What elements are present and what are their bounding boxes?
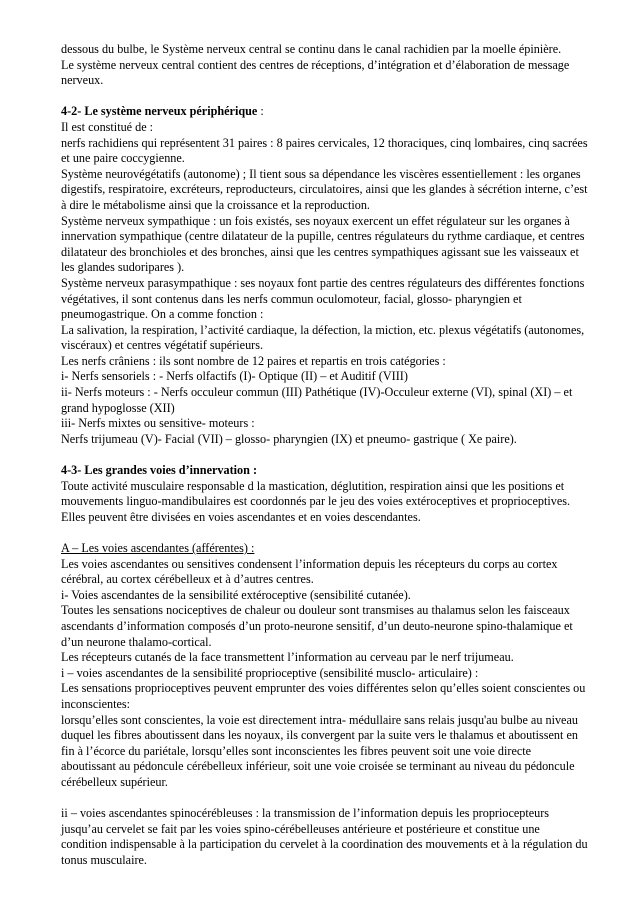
subsection-heading-a: A – Les voies ascendantes (afférentes) : xyxy=(61,541,255,555)
paragraph: Nerfs trijumeau (V)- Facial (VII) – glosso- pharyngien (IX) et pneumo- gastrique ( Xe paire). xyxy=(61,431,517,446)
paragraph: Toutes les sensations nociceptives de chaleur ou douleur sont transmises au thalamus selon les faisceaux ascendants d’information composés d’un proto-neurone sensitif, d’un deuto-neurone spino-thalamique et d’un neurone thalamo-cortical. xyxy=(61,603,573,649)
paragraph: iii- Nerfs mixtes ou sensitive- moteurs : xyxy=(61,416,255,431)
paragraph: Les sensations proprioceptives peuvent emprunter des voies différentes selon qu’elles soient conscientes ou inconscientes: xyxy=(61,681,586,711)
paragraph: Système nerveux sympathique : un fois existés, ses noyaux exercent un effet régulateur sur les organes à innervation sympathique (centre dilatateur de la pupille, centres régulateurs du rythme cardiaque, et centres dilatateur des bronchioles et des bronches, ainsi que les centres sympathiques agissant sue les vaisseaux et les glandes sudoripares ). xyxy=(61,213,585,275)
paragraph: Système neurovégétatifs (autonome) ; Il tient sous sa dépendance les viscères essentiellement : les organes digestifs, respiratoire, excréteurs, reproducteurs, circulatoires, ainsi que les glandes à sécrétion interne, c’est à dire le métabolisme ainsi que la croissance et la reproduction. xyxy=(61,166,588,212)
paragraph: ii – voies ascendantes spinocérébleuses : la transmission de l’information depuis les propriocepteurs jusqu’au cervelet se fait par les voies spino-cérébelleuses antérieure et postérieure et constitue une condition indispensable à la participation du cervelet à la coordination des mouvements et à la régulation du tonus musculaire. xyxy=(61,806,588,867)
paragraph: lorsqu’elles sont conscientes, la voie est directement intra- médullaire sans relais jusqu'au bulbe au niveau duquel les fibres aboutissent dans les noyaux, ils convergent par la suite vers le thalamus et aboutissent en fin à l’écorce du pariétale, lorsqu’elles sont inconscientes les fibres peuvent soit une voie directe aboutissant au pédoncule cérébelleux inférieur, soit une voie croisée se terminant au niveau du pédoncule cérébelleux supérieur. xyxy=(61,712,578,789)
paragraph: Les récepteurs cutanés de la face transmettent l’information au cerveau par le nerf trijumeau. xyxy=(61,650,514,665)
paragraph: i- Nerfs sensoriels : - Nerfs olfactifs (I)- Optique (II) – et Auditif (VIII) xyxy=(61,369,408,384)
paragraph: Les nerfs crâniens : ils sont nombre de 12 paires et repartis en trois catégories : xyxy=(61,353,446,368)
paragraph: nerfs rachidiens qui représentent 31 paires : 8 paires cervicales, 12 thoraciques, cinq lombaires, cinq sacrées et une paire coccygienne. xyxy=(61,135,588,166)
paragraph: Le système nerveux central contient des centres de réceptions, d’intégration et d’élaboration de message nerveux. xyxy=(61,57,570,88)
paragraph: i- Voies ascendantes de la sensibilité extéroceptive (sensibilité cutanée). xyxy=(61,587,411,602)
heading-text: 4-2- Le système nerveux périphérique xyxy=(61,104,258,119)
paragraph: Les voies ascendantes ou sensitives condensent l’information depuis les récepteurs du corps au cortex cérébral, au cortex cérébelleux et à d’autres centres. xyxy=(61,556,558,587)
paragraph: Système nerveux parasympathique : ses noyaux font partie des centres régulateurs des différentes fonctions végétatives, il sont contenus dans les nerfs commun oculomoteur, facial, glosso- pharyngien et pneumogastrique. On a comme fonction : xyxy=(61,275,585,322)
paragraph: ii- Nerfs moteurs : - Nerfs occuleur commun (III) Pathétique (IV)-Occuleur externe (VI), spinal (XI) – et grand hypoglosse (XII) xyxy=(61,385,573,415)
heading-suffix: : xyxy=(257,104,264,119)
paragraph: i – voies ascendantes de la sensibilité proprioceptive (sensibilité musclo- articulaire) : xyxy=(61,665,479,680)
paragraph: dessous du bulbe, le Système nerveux central se continu dans le canal rachidien par la moelle épinière. xyxy=(61,42,562,56)
section-heading-4-3: 4-3- Les grandes voies d’innervation : xyxy=(61,463,258,478)
paragraph: Toute activité musculaire responsable d la mastication, déglutition, respiration ainsi que les positions et mouvements linguo-mandibulaires est coordonnés par le jeu des voies extéroceptives et proprioceptives. Elles peuvent être divisées en voies ascendantes et en voies descendantes. xyxy=(61,478,571,524)
paragraph: La salivation, la respiration, l’activité cardiaque, la défection, la miction, etc. plexus végétatifs (autonomes, viscéraux) et centres végétatif supérieurs. xyxy=(61,322,585,353)
section-heading-4-2 xyxy=(61,104,588,120)
paragraph: Il est constitué de : xyxy=(61,119,154,134)
